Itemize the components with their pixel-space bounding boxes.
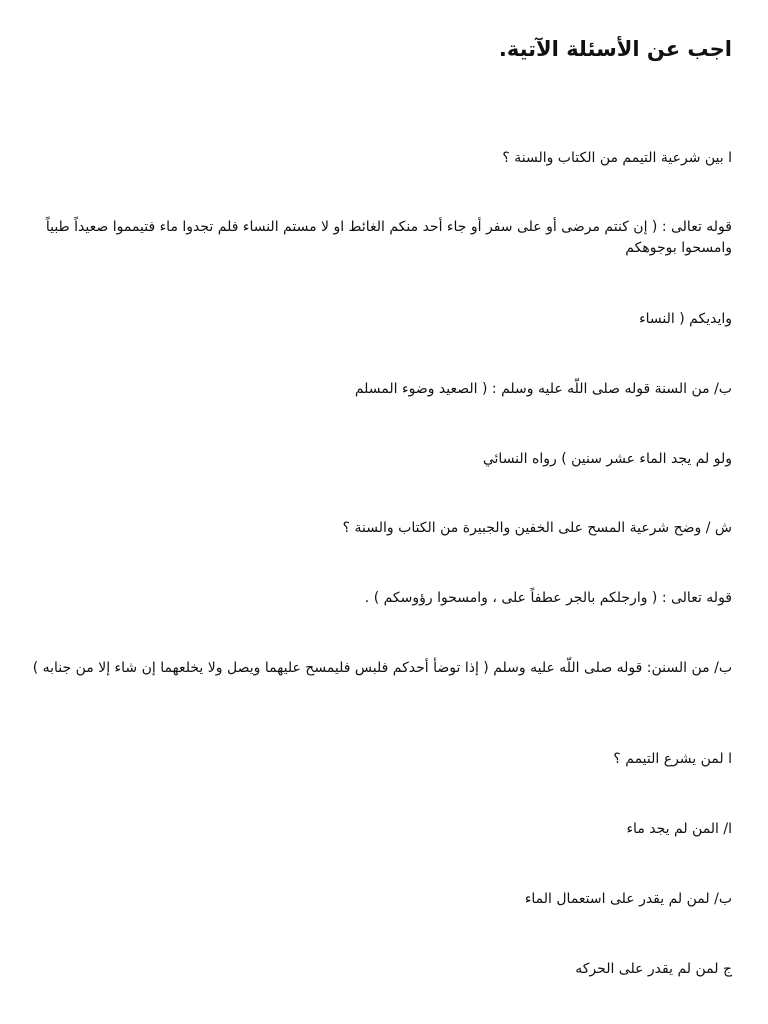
answer-2-sunnah: ب/ من السنن: قوله صلى اللّه عليه وسلم ( إذا توضأ أحدكم فلبس فليمسح عليهما ويصل ولا يخلعهما إن شاء إلا من جنابه ) (32, 660, 732, 676)
answer-1-sunnah-continued: ولو لم يجد الماء عشر سنين ) رواه النسائي (482, 451, 732, 467)
answer-1-quran-continued: وايديكم ( النساء (639, 311, 732, 327)
answer-3-item-2: ب/ لمن لم يقدر على استعمال الماء (524, 891, 732, 907)
answer-1-sunnah: ب/ من السنة قوله صلى اللّه عليه وسلم : ( الصعيد وضوء المسلم (354, 381, 732, 397)
answer-1-quran: قوله تعالى : ( إن كنتم مرضى أو على سفر أو جاء أحد منكم الغائط او لا مستم النساء فلم تجدوا ماء فتيمموا صعيداً طبياً وامسحوا بوجوهكم (45, 219, 732, 256)
question-2: ش / وضح شرعية المسح على الخفين والجبيرة من الكتاب والسنة ؟ (342, 520, 732, 536)
page-title: اجب عن الأسئلة الآتية. (498, 37, 732, 61)
question-3: ا لمن يشرع التيمم ؟ (613, 751, 732, 767)
question-1: ا بين شرعية التيمم من الكتاب والسنة ؟ (502, 150, 732, 166)
answer-3-item-3: ج لمن لم يقدر على الحركه (575, 961, 732, 977)
answer-3-item-1: ا/ المن لم يجد ماء (626, 821, 732, 837)
answer-2-quran: قوله تعالى : ( وارجلكم بالجر عطفاً على ، وامسحوا رؤوسكم ) . (364, 590, 732, 606)
